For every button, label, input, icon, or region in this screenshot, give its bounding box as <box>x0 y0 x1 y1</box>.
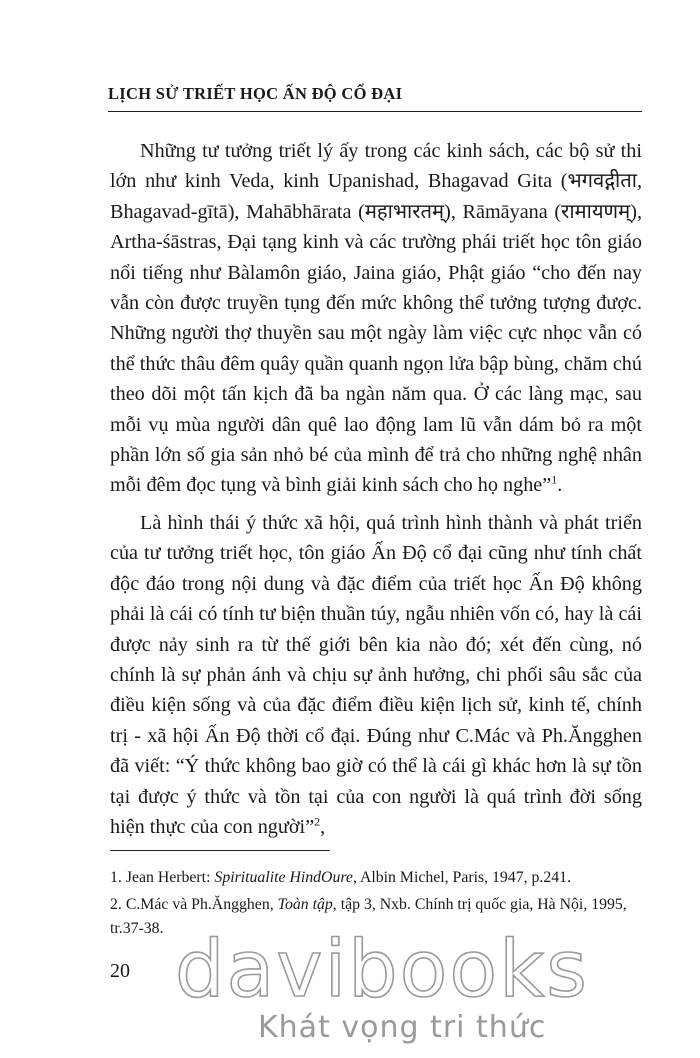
paragraph-2-tail: , <box>320 815 326 838</box>
paragraph-2-text: Là hình thái ý thức xã hội, quá trình hình thành và phát triển của tư tưởng triết học, tôn giáo Ấn Độ cổ đại cũng như tính chất độc đáo trong nội dung và đặc điểm của triết học Ấn Độ không phải là cái có tính tư biện thuần túy, ngẫu nhiên vốn có, hay là cái được nảy sinh ra từ thế giới bên kia nào đó; xét đến cùng, nó chính là sự phản ánh và chịu sự ảnh hưởng, chi phối sâu sắc của điều kiện sống và của đặc điểm điều kiện lịch sử, kinh tế, chính trị - xã hội Ấn Độ thời cổ đại. Đúng như C.Mác và Ph.Ăngghen đã viết: “Ý thức không bao giờ có thể là cái gì khác hơn là sự tồn tại được ý thức và tồn tại của con người là quá trình đời sống hiện thực của con người” <box>110 511 642 838</box>
footnote-1-author: Jean Herbert: <box>125 869 211 886</box>
footnote-1-title: Spiritualite HindOure <box>214 869 353 886</box>
body-text <box>110 136 642 849</box>
paragraph-1-tail: . <box>557 474 563 497</box>
watermark-slogan: Khát vọng tri thức <box>258 1010 547 1045</box>
footnote-ref-1: 1 <box>551 472 558 487</box>
footnote-2-number: 2. <box>110 896 122 913</box>
footnote-1-rest: , Albin Michel, Paris, 1947, p.241. <box>352 869 572 886</box>
footnote-ref-2: 2 <box>314 814 321 829</box>
footnote-1 <box>110 866 642 890</box>
page-number: 20 <box>110 960 130 982</box>
header-rule <box>108 111 642 112</box>
paragraph-1 <box>110 136 642 501</box>
running-header: LỊCH SỬ TRIẾT HỌC ẤN ĐỘ CỔ ĐẠI <box>108 84 403 103</box>
paragraph-2 <box>110 508 642 842</box>
watermark-brand: davibooks <box>175 925 589 1015</box>
footnote-rule <box>110 850 330 851</box>
footnote-2-title: Toàn tập <box>277 896 333 913</box>
footnote-2-author: C.Mác và Ph.Ăngghen, <box>125 896 274 913</box>
footnote-2-rest: , tập 3, Nxb. Chính trị quốc gia, Hà Nội, 1995, tr.37-38. <box>110 896 627 937</box>
footnote-1-number: 1. <box>110 869 122 886</box>
paragraph-1-text: Những tư tưởng triết lý ấy trong các kinh sách, các bộ sử thi lớn như kinh Veda, kinh Upanishad, Bhagavad Gita (भगवद्गीता, Bhagavad-gītā), Mahābhārata (महाभारतम्), Rāmāyana (रामायणम्), Artha-śāstras, Đại tạng kinh và các trường phái triết học tôn giáo nổi tiếng như Bàlamôn giáo, Jaina giáo, Phật giáo “cho đến nay vẫn còn được truyền tụng đến mức không thể tưởng tượng được. Những người thợ thuyền sau một ngày làm việc cực nhọc vẫn có thể thức thâu đêm quây quần quanh ngọn lửa bập bùng, chăm chú theo dõi một tấn kịch đã ba ngàn năm qua. Ở các làng mạc, sau mỗi vụ mùa người dân quê lao động lam lũ vẫn dám bỏ ra một phần lớn số gia sản nhỏ bé của mình để trả cho những nghệ nhân mỗi đêm đọc tụng và bình giải kinh sách cho họ nghe” <box>110 140 642 497</box>
